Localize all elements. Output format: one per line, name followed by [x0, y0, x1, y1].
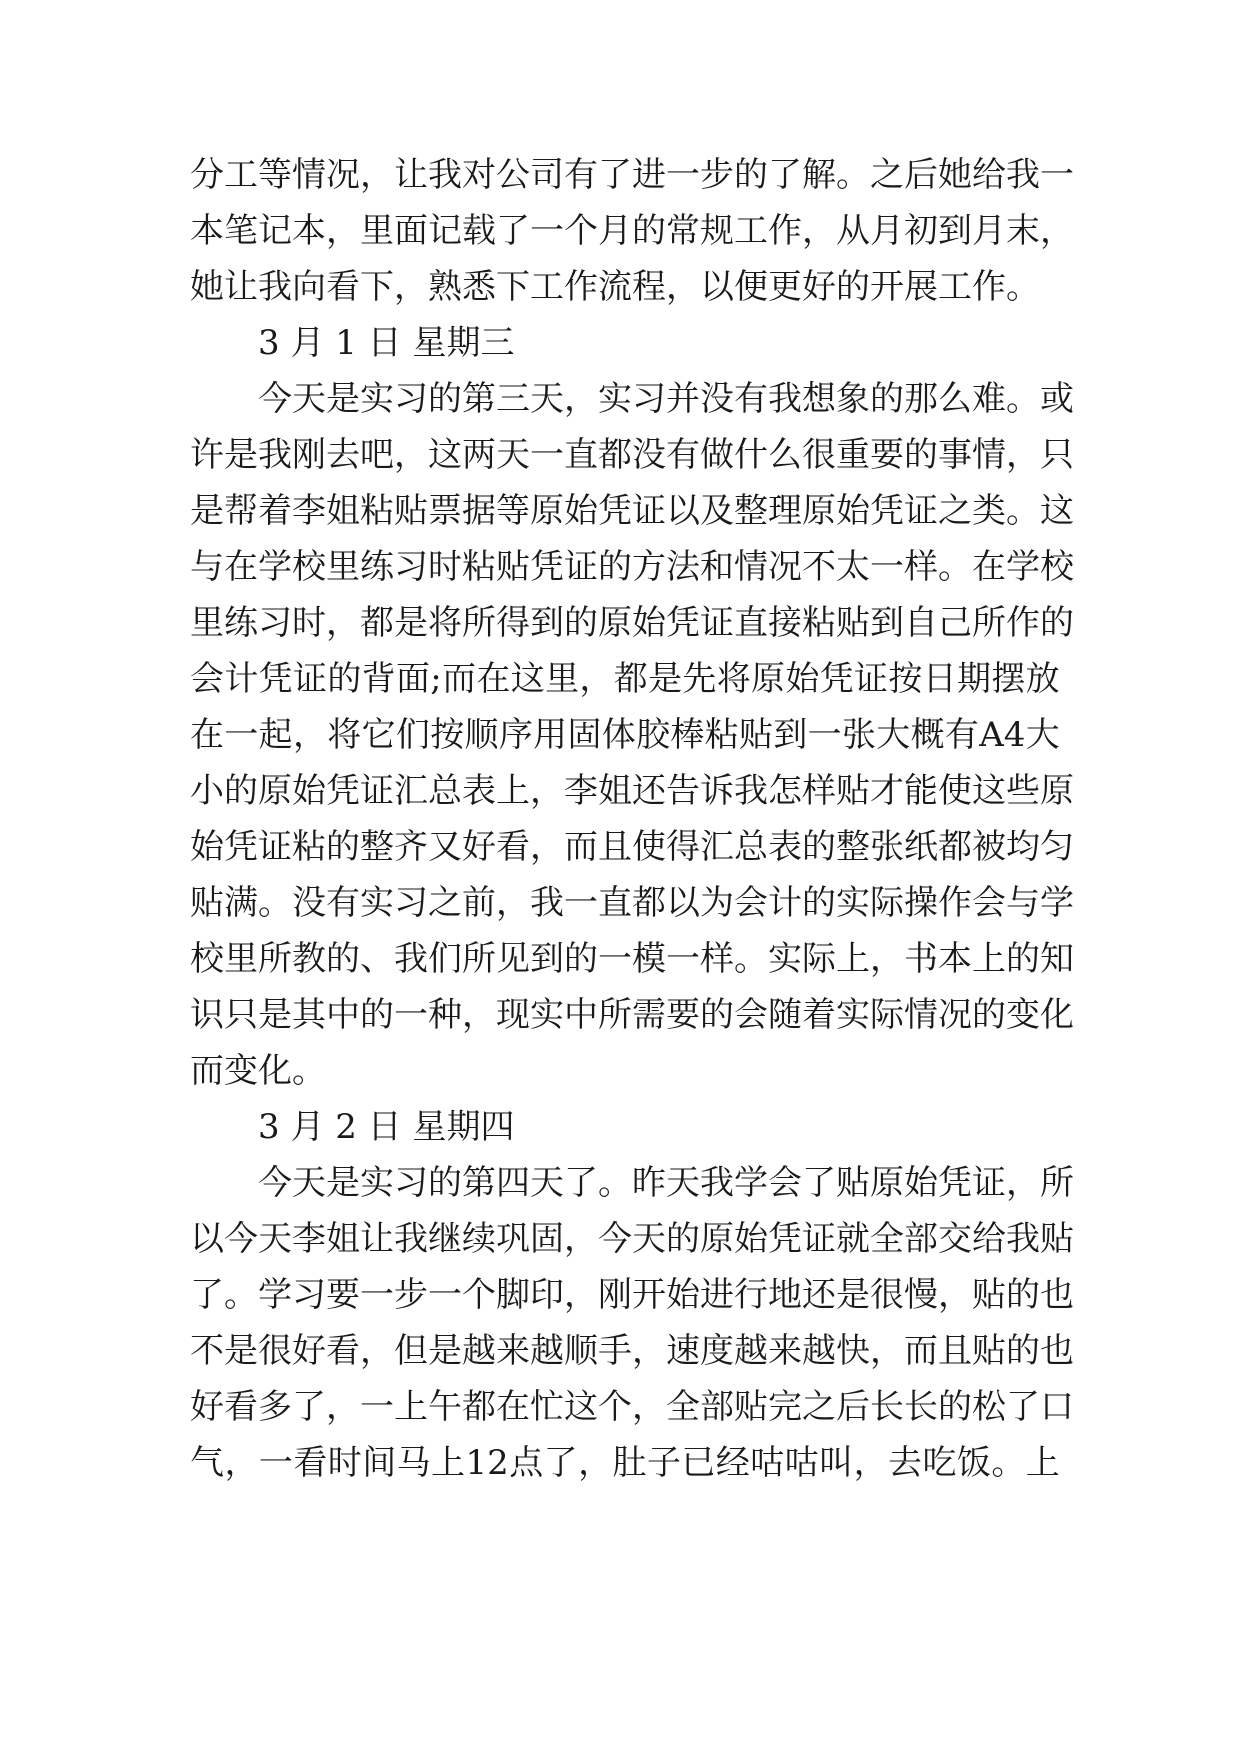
text-line: 而变化。	[190, 1051, 326, 1091]
text-line: 以 今 天 李 姐 让 我 继 续 巩 固 ， 今 天 的 原 始 凭 证 就 全 部 交 给 我 贴	[190, 1219, 1074, 1259]
text-line: 校 里 所 教 的 、 我 们 所 见 到 的 一 模 一 样 。 实 际 上 ， 书 本 上 的 知	[190, 939, 1074, 979]
text-line: 是 帮 着 李 姐 粘 贴 票 据 等 原 始 凭 证 以 及 整 理 原 始 凭 证 之 类 。 这	[190, 491, 1074, 531]
text-line: 今 天 是 实 习 的 第 三 天 ， 实 习 并 没 有 我 想 象 的 那 么 难 。 或	[258, 379, 1074, 419]
text-line: 里 练 习 时 ， 都 是 将 所 得 到 的 原 始 凭 证 直 接 粘 贴 到 自 己 所 作 的	[190, 603, 1074, 643]
text-line: 始 凭 证 粘 的 整 齐 又 好 看 ， 而 且 使 得 汇 总 表 的 整 张 纸 都 被 均 匀	[190, 827, 1074, 867]
date-heading: 3 月 1 日 星期三	[258, 323, 515, 363]
text-line: 与 在 学 校 里 练 习 时 粘 贴 凭 证 的 方 法 和 情 况 不 太 一 样 。 在 学 校	[190, 547, 1074, 587]
text-line: 许 是 我 刚 去 吧 ， 这 两 天 一 直 都 没 有 做 什 么 很 重 要 的 事 情 ， 只	[190, 435, 1074, 475]
text-line: 好 看 多 了 ， 一 上 午 都 在 忙 这 个 ， 全 部 贴 完 之 后 长 长 的 松 了 口	[190, 1387, 1074, 1427]
text-line: 她让我向看下，熟悉下工作流程，以便更好的开展工作。	[190, 267, 1040, 307]
text-line: 分 工 等 情 况 ， 让 我 对 公 司 有 了 进 一 步 的 了 解 。 之 后 她 给 我 一	[190, 155, 1074, 195]
text-line: 了 。 学 习 要 一 步 一 个 脚 印 ， 刚 开 始 进 行 地 还 是 很 慢 ， 贴 的 也	[190, 1275, 1074, 1315]
text-line: 今 天 是 实 习 的 第 四 天 了 。 昨 天 我 学 会 了 贴 原 始 凭 证 ， 所	[258, 1163, 1074, 1203]
text-line: 气 ， 一 看 时 间 马 上 12 点 了 ， 肚 子 已 经 咕 咕 叫 ， 去 吃 饭 。 上	[190, 1443, 1060, 1483]
text-line: 本 笔 记 本 ， 里 面 记 载 了 一 个 月 的 常 规 工 作 ， 从 月 初 到 月 末 ，	[190, 211, 1074, 251]
text-line: 不 是 很 好 看 ， 但 是 越 来 越 顺 手 ， 速 度 越 来 越 快 ， 而 且 贴 的 也	[190, 1331, 1074, 1371]
text-line: 小 的 原 始 凭 证 汇 总 表 上 ， 李 姐 还 告 诉 我 怎 样 贴 才 能 使 这 些 原	[190, 771, 1074, 811]
text-line: 在 一 起 ， 将 它 们 按 顺 序 用 固 体 胶 棒 粘 贴 到 一 张 大 概 有 A4 大	[190, 715, 1060, 755]
text-line: 贴 满 。 没 有 实 习 之 前 ， 我 一 直 都 以 为 会 计 的 实 际 操 作 会 与 学	[190, 883, 1074, 923]
text-line: 会 计 凭 证 的 背 面 ; 而 在 这 里 ， 都 是 先 将 原 始 凭 证 按 日 期 摆 放	[190, 659, 1060, 699]
text-line: 识 只 是 其 中 的 一 种 ， 现 实 中 所 需 要 的 会 随 着 实 际 情 况 的 变 化	[190, 995, 1074, 1035]
date-heading: 3 月 2 日 星期四	[258, 1107, 515, 1147]
